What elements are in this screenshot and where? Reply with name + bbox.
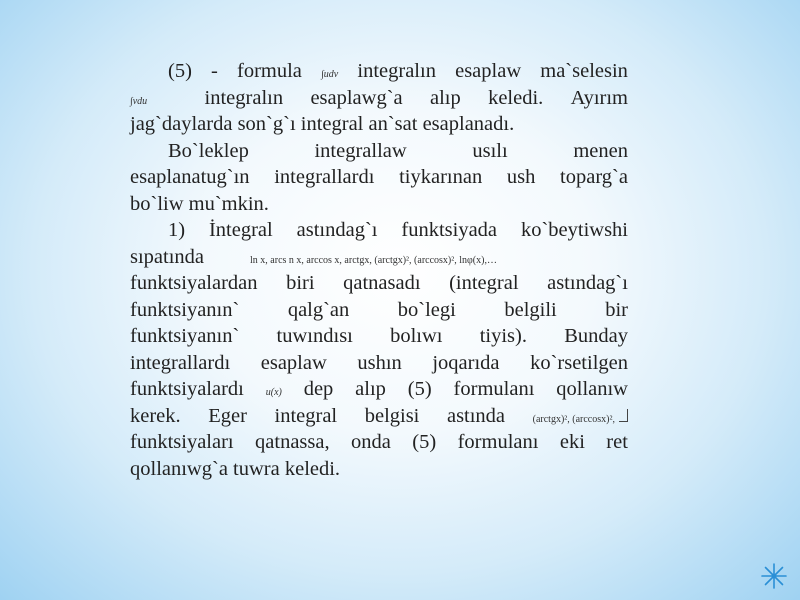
formula-function-list-2: (arctgx)², (arccosx)², bbox=[532, 413, 615, 425]
formula-ux: u(x) bbox=[265, 387, 282, 398]
formula-function-list: ln x, arcs n x, arccos x, arctgx, (arctgx)², (arccosx)², lnφ(x),… bbox=[250, 254, 497, 266]
word: astındag`ı bbox=[296, 219, 378, 241]
p1-line3 bbox=[130, 111, 628, 138]
word: formula bbox=[237, 60, 302, 82]
word: funktsiyanın` bbox=[130, 325, 240, 347]
word: bolıwı bbox=[390, 325, 443, 347]
word: integral bbox=[274, 404, 338, 427]
document-body bbox=[130, 58, 628, 482]
text-line: qollanıwg`a tuwra keledi. bbox=[130, 457, 341, 480]
word: esaplanatug`ın bbox=[130, 166, 250, 188]
word: alıp bbox=[355, 378, 386, 400]
word: alıp bbox=[429, 86, 461, 109]
word: usılı bbox=[472, 139, 508, 162]
word: İntegral bbox=[208, 219, 273, 241]
word: ushın bbox=[357, 351, 402, 374]
word: belgili bbox=[504, 298, 557, 321]
word: esaplaw bbox=[455, 60, 522, 82]
word: integralın bbox=[357, 60, 436, 82]
word: bo`legi bbox=[397, 298, 456, 321]
word: - bbox=[211, 60, 218, 82]
word: integrallaw bbox=[314, 139, 407, 162]
p3-line5 bbox=[130, 323, 628, 350]
word: ret bbox=[606, 431, 628, 453]
text-line: jag`daylarda son`g`ı integral an`sat esaplanadı. bbox=[130, 113, 515, 135]
word: ush bbox=[506, 166, 536, 188]
word: esaplaw bbox=[260, 351, 327, 374]
word: Bunday bbox=[564, 325, 628, 347]
word: funktsiyalardı bbox=[130, 378, 244, 400]
word: tuwındısı bbox=[276, 325, 353, 347]
sparkle-icon bbox=[760, 562, 788, 590]
p1-line2 bbox=[130, 85, 628, 112]
word: bir bbox=[605, 298, 628, 321]
word: funktsiyalardan bbox=[130, 272, 258, 294]
word: menen bbox=[573, 139, 628, 162]
text-line: bo`liw mu`mkin. bbox=[130, 192, 269, 215]
p1-line1 bbox=[130, 58, 628, 85]
word: (5) bbox=[407, 378, 432, 400]
formula-udv: ∫udv bbox=[321, 69, 339, 80]
p2-line3 bbox=[130, 191, 628, 218]
word: joqarıda bbox=[432, 351, 500, 374]
word: Bo`leklep bbox=[168, 139, 249, 162]
word: tiykarınan bbox=[399, 166, 483, 188]
word: tiyis). bbox=[479, 325, 527, 347]
word: onda bbox=[351, 431, 391, 453]
word: funktsiyada bbox=[401, 219, 498, 241]
p3-line6 bbox=[130, 350, 628, 377]
p3-line8 bbox=[130, 403, 628, 430]
formula-vdu: ∫vdu bbox=[130, 95, 148, 107]
word: ko`rsetilgen bbox=[530, 351, 628, 374]
word: belgisi bbox=[364, 404, 420, 427]
word: astında bbox=[446, 404, 506, 427]
p2-line1 bbox=[130, 138, 628, 165]
word: eki bbox=[559, 431, 585, 453]
p3-line7 bbox=[130, 376, 628, 403]
p3-line4 bbox=[130, 297, 628, 324]
word: dep bbox=[303, 378, 334, 400]
word: qatnasadı bbox=[343, 272, 421, 294]
word: astındag`ı bbox=[547, 272, 628, 294]
p3-line2 bbox=[130, 244, 628, 271]
word: integralın bbox=[204, 86, 284, 109]
word: (integral bbox=[449, 272, 519, 294]
word: integrallardı bbox=[274, 166, 375, 188]
word: Ayırım bbox=[570, 86, 628, 109]
p3-line10 bbox=[130, 456, 628, 483]
word: qalg`an bbox=[287, 298, 350, 321]
word: formulanı bbox=[457, 431, 539, 453]
p3-line3 bbox=[130, 270, 628, 297]
word: esaplawg`a bbox=[310, 86, 403, 109]
word: keledi. bbox=[488, 86, 544, 109]
word: funktsiyanın` bbox=[130, 298, 240, 321]
word: biri bbox=[286, 272, 315, 294]
p2-line2 bbox=[130, 164, 628, 191]
word: qatnassa, bbox=[255, 431, 330, 453]
p3-line1 bbox=[130, 217, 628, 244]
word: kerek. bbox=[130, 404, 181, 427]
word: ko`beytiwshi bbox=[520, 219, 628, 241]
word: toparg`a bbox=[560, 166, 628, 188]
word: 1) bbox=[168, 219, 186, 241]
word: (5) bbox=[412, 431, 437, 453]
word: funktsiyaları bbox=[130, 431, 234, 453]
word: ma`selesin bbox=[540, 60, 628, 82]
word: qollanıw bbox=[556, 378, 628, 400]
missing-glyph-mark bbox=[619, 409, 628, 422]
word: sıpatında bbox=[130, 245, 205, 268]
word: formulanı bbox=[453, 378, 535, 400]
word: Eger bbox=[208, 404, 247, 427]
word: integrallardı bbox=[130, 351, 231, 374]
word: (5) bbox=[168, 60, 192, 82]
